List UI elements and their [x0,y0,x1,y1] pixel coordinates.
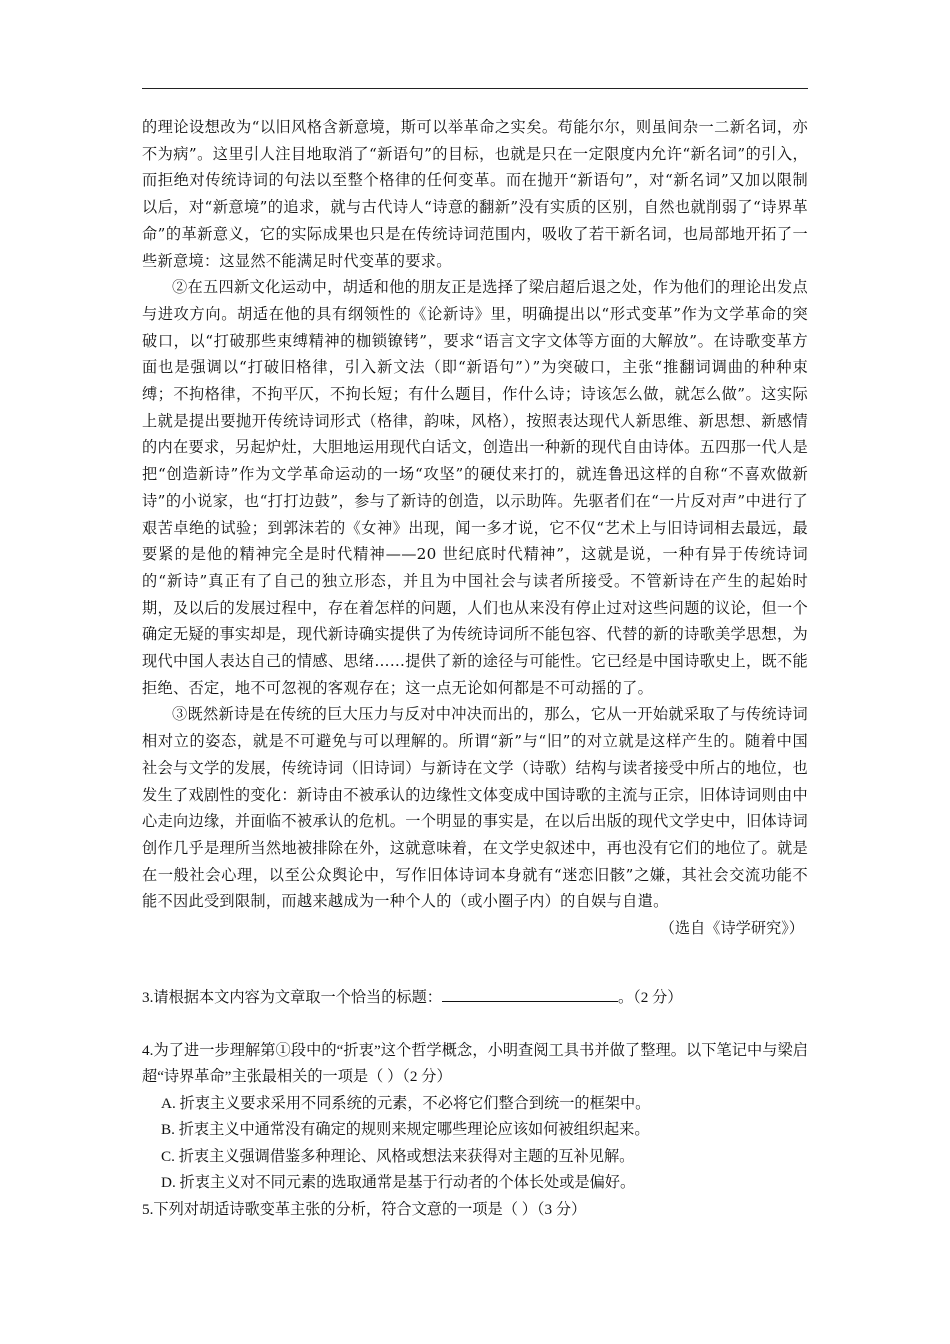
question-4-option-d[interactable]: D. 折衷主义对不同元素的选取通常是基于行动者的个体长处或是偏好。 [161,1174,636,1191]
passage-paragraph-2: ②在五四新文化运动中，胡适和他的朋友正是选择了梁启超后退之处，作为他们的理论出发点与进攻方向。胡适在他的具有纲领性的《论新诗》里，明确提出以“形式变革”作为文学革命的突破口，以“打破那些束缚精神的枷锁镣铐”，要求“语言文字文体等方面的大解放”。在诗歌变革方面也是强调以“打破旧格律，引入新文法（即“新语句”）”为突破口，主张“推翻词调曲的种种束缚；不拘格律，不拘平仄，不拘长短；有什么题目，作什么诗；诗该怎么做，就怎么做”。这实际上就是提出要抛开传统诗词形式（格律，韵味，风格），按照表达现代人新思维、新思想、新感情的内在要求，另起炉灶，大胆地运用现代白话文，创造出一种新的现代自由诗体。五四那一代人是把“创造新诗”作为文学革命运动的一场“攻坚”的硬仗来打的，就连鲁迅这样的自称“不喜欢做新诗”的小说家，也“打打边鼓”，参与了新诗的创造，以示助阵。先驱者们在“一片反对声”中进行了艰苦卓绝的试验；到郭沫若的《女神》出现，闻一多才说，它不仅“艺术上与旧诗词相去最远，最要紧的是他的精神完全是时代精神——20 世纪底时代精神”，这就是说，一种有异于传统诗词的“新诗”真正有了自己的独立形态，并且为中国社会与读者所接受。不管新诗在产生的起始时期，及以后的发展过程中，存在着怎样的问题，人们也从来没有停止过对这些问题的议论，但一个确定无疑的事实却是，现代新诗确实提供了为传统诗词所不能包容、代替的新的诗歌美学思想，为现代中国人表达自己的情感、思绪……提供了新的途径与可能性。它已经是中国诗歌史上，既不能拒绝、否定，地不可忽视的客观存在；这一点无论如何都是不可动摇的了。 [142,278,808,697]
question-4-stem: 4.为了进一步理解第①段中的“折衷”这个哲学概念，小明查阅工具书并做了整理。以下笔记中与梁启超“诗界革命”主张最相关的一项是（ ）（2 分） [142,1041,808,1085]
header-rule [142,88,808,89]
question-3-score: 。（2 分） [617,989,683,1006]
question-3-prompt: 3.请根据本文内容为文章取一个恰当的标题： [142,989,442,1006]
question-4-option-b[interactable]: B. 折衷主义中通常没有确定的规则来规定哪些理论应该如何被组织起来。 [161,1121,650,1138]
passage-paragraph-1-continued: 的理论设想改为“以旧风格含新意境，斯可以举革命之实矣。苟能尔尔，则虽间杂一二新名词，亦不为病”。这里引人注目地取消了“新语句”的目标，也就是只在一定限度内允许“新名词”的引入，而拒绝对传统诗词的句法以至整个格律的任何变革。而在抛开“新语句”，对“新名词”又加以限制以后，对“新意境”的追求，就与古代诗人“诗意的翻新”没有实质的区别，自然也就削弱了“诗界革命”的革新意义，它的实际成果也只是在传统诗词范围内，吸收了若干新名词，也局部地开拓了一些新意境：这显然不能满足时代变革的要求。 [142,118,808,270]
question-3 [142,985,808,1012]
reading-passage [142,114,808,942]
question-section [142,985,808,1223]
question-3-answer-blank[interactable] [442,987,618,1002]
question-4-option-c[interactable]: C. 折衷主义强调借鉴多种理论、风格或想法来获得对主题的互补见解。 [161,1147,635,1165]
passage-paragraph-3: ③既然新诗是在传统的巨大压力与反对中冲决而出的，那么，它从一开始就采取了与传统诗词相对立的姿态，就是不可避免与可以理解的。所谓“新”与“旧”的对立就是这样产生的。随着中国社会与文学的发展，传统诗词（旧诗词）与新诗在文学（诗歌）结构与读者接受中所占的地位，也发生了戏剧性的变化：新诗由不被承认的边缘性文体变成中国诗歌的主流与正宗，旧体诗词则由中心走向边缘，并面临不被承认的危机。一个明显的事实是，在以后出版的现代文学史中，旧体诗词创作几乎是理所当然地被排除在外，这就意味着，在文学史叙述中，再也没有它们的地位了。就是在一般社会心理，以至公众舆论中，写作旧体诗词本身就有“迷恋旧骸”之嫌，其社会交流功能不能不因此受到限制，而越来越成为一种个人的（或小圈子内）的自娱与自遣。 [142,705,808,911]
passage-source: （选自《诗学研究》） [659,919,804,938]
question-4-option-a[interactable]: A. 折衷主义要求采用不同系统的元素，不必将它们整合到统一的框架中。 [161,1094,651,1112]
question-5-stem: 5.下列对胡适诗歌变革主张的分析，符合文意的一项是（ ）（3 分） [142,1200,587,1218]
